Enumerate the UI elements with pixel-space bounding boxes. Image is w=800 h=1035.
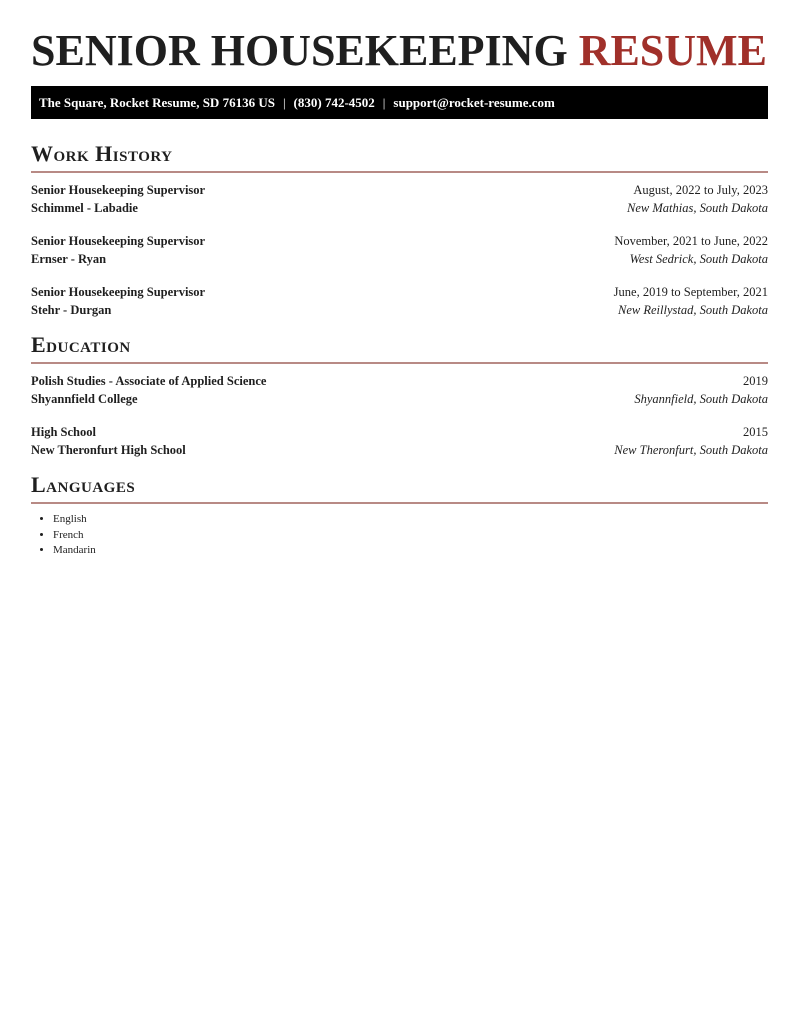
contact-separator: |	[282, 94, 286, 110]
edu-school: Shyannfield College	[31, 391, 138, 406]
work-entry	[31, 233, 768, 267]
section-divider	[31, 171, 768, 173]
edu-location: Shyannfield, South Dakota	[634, 391, 768, 406]
language-item: • English	[53, 512, 768, 528]
languages-section	[31, 472, 768, 559]
contact-bar	[31, 86, 768, 119]
work-history-section	[31, 141, 768, 318]
work-entry	[31, 284, 768, 318]
edu-year: 2019	[743, 374, 768, 388]
job-company: Schimmel - Labadie	[31, 200, 138, 215]
job-position: Senior Housekeeping Supervisor	[31, 285, 206, 299]
job-company: Ernser - Ryan	[31, 251, 107, 266]
job-location: New Reillystad, South Dakota	[618, 302, 768, 317]
section-divider	[31, 362, 768, 364]
title-accent: RESUME	[578, 26, 767, 75]
education-section	[31, 332, 768, 458]
edu-degree: Polish Studies - Associate of Applied Science	[31, 374, 267, 388]
language-item: • Mandarin	[53, 543, 768, 559]
job-location: West Sedrick, South Dakota	[629, 251, 768, 266]
contact-separator: |	[382, 94, 386, 110]
edu-degree: High School	[31, 425, 96, 439]
edu-year: 2015	[743, 425, 768, 439]
job-dates: June, 2019 to September, 2021	[613, 285, 768, 299]
contact-phone: (830) 742-4502	[293, 94, 375, 110]
edu-school: New Theronfurt High School	[31, 442, 186, 457]
work-entry	[31, 182, 768, 216]
languages-list	[31, 512, 768, 559]
job-dates: November, 2021 to June, 2022	[614, 234, 768, 248]
resume-title	[31, 27, 767, 75]
title-main: SENIOR HOUSEKEEPING	[31, 26, 568, 75]
section-divider	[31, 502, 768, 504]
job-company: Stehr - Durgan	[31, 302, 112, 317]
job-location: New Mathias, South Dakota	[627, 200, 768, 215]
job-dates: August, 2022 to July, 2023	[633, 183, 768, 197]
language-item: • French	[53, 528, 768, 544]
section-title-work-history: Work History	[31, 141, 173, 166]
education-entry	[31, 373, 768, 407]
contact-email[interactable]: support@rocket-resume.com	[393, 94, 555, 110]
job-position: Senior Housekeeping Supervisor	[31, 183, 206, 197]
education-entry	[31, 424, 768, 458]
section-title-education: Education	[31, 332, 131, 357]
section-title-languages: Languages	[31, 472, 136, 497]
contact-address: The Square, Rocket Resume, SD 76136 US	[39, 94, 275, 110]
job-position: Senior Housekeeping Supervisor	[31, 234, 206, 248]
edu-location: New Theronfurt, South Dakota	[614, 442, 768, 457]
